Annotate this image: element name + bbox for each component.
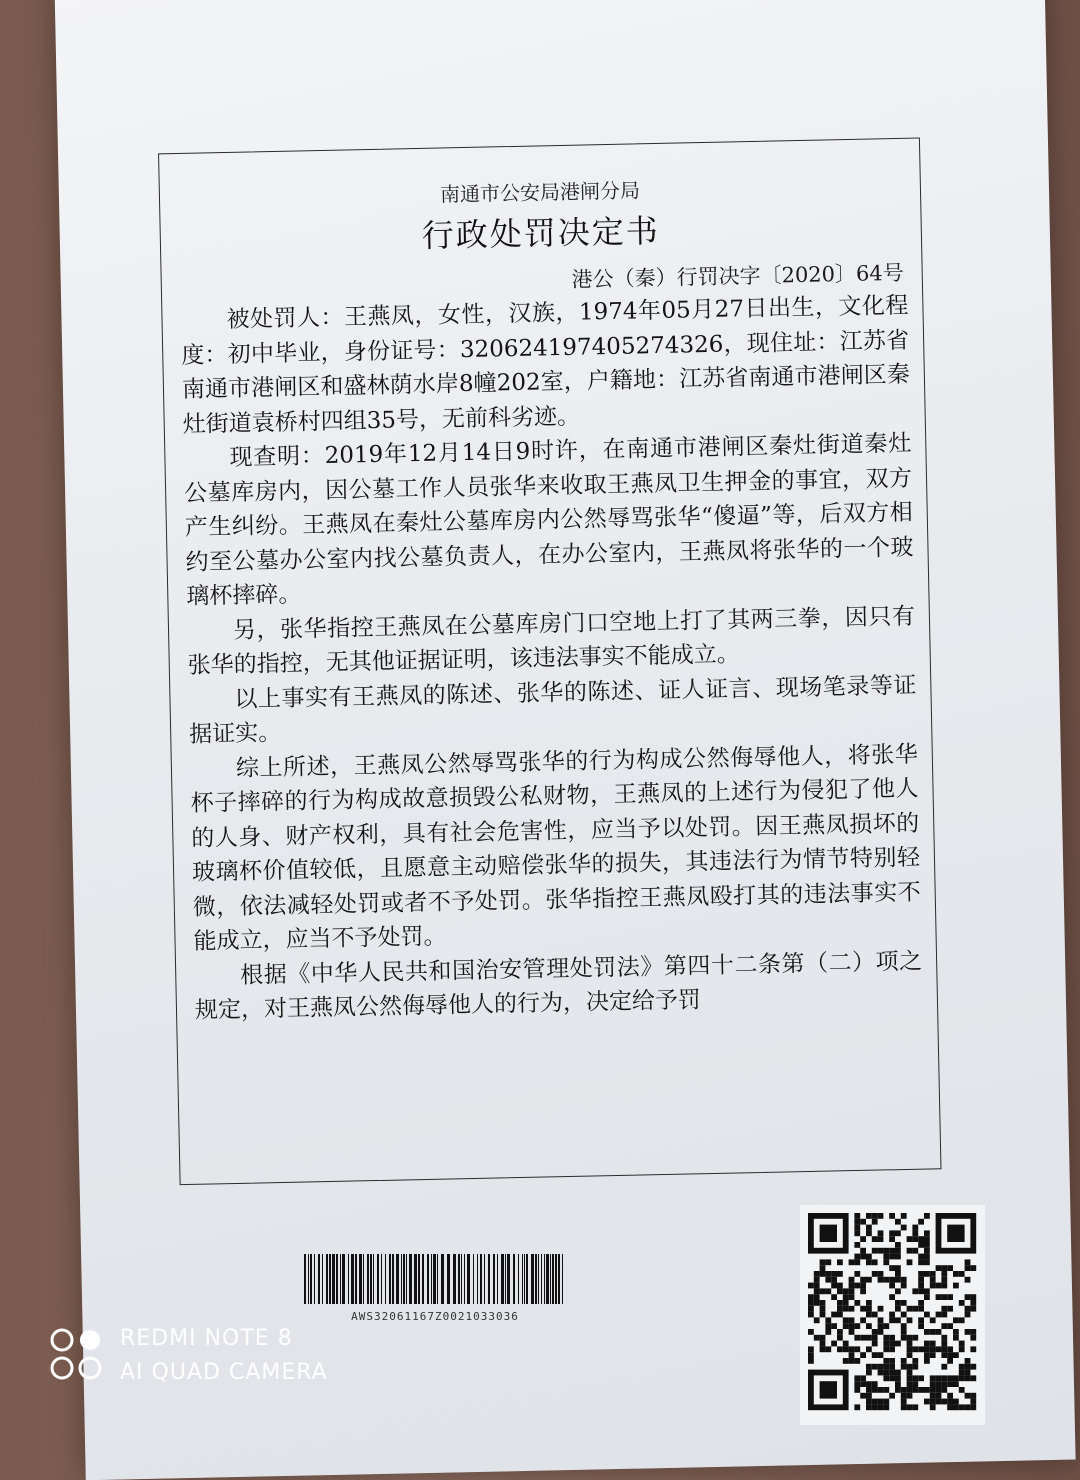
paragraph-legal-basis: 根据《中华人民共和国治安管理处罚法》第四十二条第（二）项之规定，对王燕凤公然侮辱他人的行为，决定给予罚 <box>194 948 923 1024</box>
qr-code <box>800 1205 985 1425</box>
document-number: 港公（秦）行罚决字〔2020〕64号 <box>571 260 904 292</box>
paragraph-facts: 现查明：2019年12月14日9时许，在南通市港闸区秦灶街道秦灶公墓库房内，因公墓工作人员张华来收取王燕凤卫生押金的事宜，双方产生纠纷。王燕凤在秦灶公墓库房内公然辱骂张华“傻逼”等，后双方相约至公墓办公室内找公墓负责人，在办公室内，王燕凤将张华的一个玻璃杯摔碎。 <box>183 430 914 610</box>
watermark-model: REDMI NOTE 8 <box>120 1326 293 1351</box>
paragraph-party-info: 被处罚人：王燕凤，女性，汉族，1974年05月27日出生，文化程度：初中毕业，身份证号：320624197405274326，现住址：江苏省南通市港闸区和盛林荫水岸8幢202室，户籍地：江苏省南通市港闸区秦灶街道袁桥村四组35号，无前科劣迹。 <box>181 292 911 438</box>
watermark-camera: AI QUAD CAMERA <box>120 1360 328 1385</box>
document-border <box>158 137 941 1185</box>
paragraph-evidence: 以上事实有王燕凤的陈述、张华的陈述、证人证言、现场笔录等证据证实。 <box>188 672 917 748</box>
paragraph-conclusion: 综上所述，王燕凤公然辱骂张华的行为构成公然侮辱他人，将张华杯子摔碎的行为构成故意损毁公私财物，王燕凤的上述行为侵犯了他人的人身、财产权利，具有社会危害性，应当予以处罚。因王燕凤损坏的玻璃杯价值较低，且愿意主动赔偿张华的损失，其违法行为情节特别轻微，依法减轻处罚或者不予处罚。张华指控王燕凤殴打其的违法事实不能成立，应当不予处罚。 <box>190 741 921 955</box>
barcode <box>300 1254 570 1324</box>
paragraph-allegation: 另，张华指控王燕凤在公墓库房门口空地上打了其两三拳，因只有张华的指控，无其他证据证明，该违法事实不能成立。 <box>187 603 916 679</box>
document-body <box>180 289 923 1029</box>
camera-dots-icon <box>48 1326 106 1384</box>
barcode-number: AWS32061167Z0021033036 <box>351 1310 519 1323</box>
issuing-agency: 南通市公安局港闸分局 <box>439 178 641 207</box>
document-title: 行政处罚决定书 <box>421 211 661 255</box>
barcode-bars <box>300 1254 570 1304</box>
